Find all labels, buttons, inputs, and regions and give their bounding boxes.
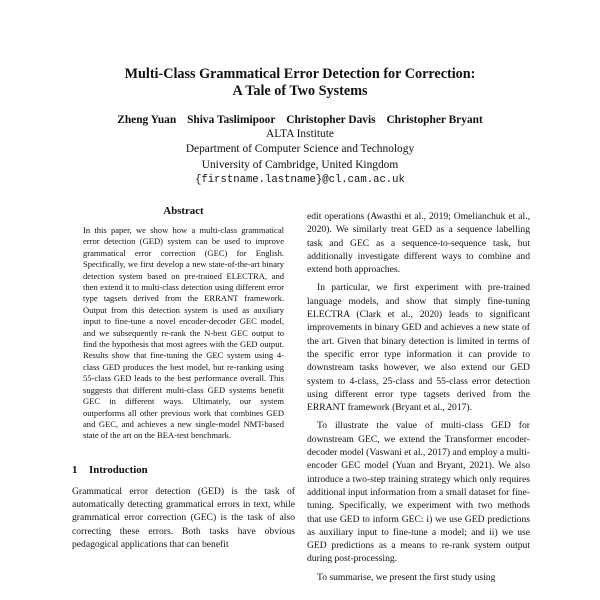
university: University of Cambridge, United Kingdom: [201, 158, 399, 171]
affiliation-block: [0, 127, 600, 188]
author-email: {firstname.lastname}@cl.cam.ac.uk: [195, 173, 405, 186]
body-paragraph: To illustrate the value of multi-class GED for downstream GEC, we extend the Transformer encoder-decoder model (Vaswani et al., 2017) and employ a multi-encoder GEC model (Yuan and Bryant, 2021). We also introduce a two-step training strategy which only requires additional input information from a small dataset for fine-tuning. Specifically, we experiment with two methods that use GED to inform GEC: i) we use GED predictions as auxiliary input to fine-tune a model; and ii) we use GED predictions as a means to re-rank system output during post-processing.: [307, 420, 530, 565]
paper-title: [0, 66, 600, 100]
title-line-1: Multi-Class Grammatical Error Detection for Correction:: [124, 66, 476, 82]
abstract-text: In this paper, we show how a multi-class grammatical error detection (GED) system can be used to improve grammatical error correction (GEC) for English. Specifically, we first develop a new state-of-the-art binary detection system based on pre-trained ELECTRA, and then extend it to multi-class detection using different error type tagsets derived from the ERRANT framework. Output from this detection system is used as auxiliary input to fine-tune a novel encoder-decoder GEC model, and we subsequently re-rank the N-best GEC output to find the hypothesis that most agrees with the GED output. Results show that fine-tuning the GEC system using 4-class GED produces the best model, but re-ranking using 55-class GED leads to the best performance overall. This suggests that different multi-class GED systems benefit GEC in different ways. Ultimately, our system outperforms all other previous work that combines GED and GEC, and achieves a new single-model NMT-based state of the art on the BEA-test benchmark.: [83, 225, 284, 441]
author-list: [0, 113, 600, 128]
left-column: [72, 205, 295, 551]
right-column: [307, 205, 530, 584]
continued-paragraph: edit operations (Awasthi et al., 2019; Omelianchuk et al., 2020). We similarly treat GED as a sequence labelling task and GEC as a sequence-to-sequence task, but additionally investigate different ways to combine and extend both approaches.: [307, 211, 530, 276]
section-number: 1: [72, 463, 78, 476]
body-paragraph: To summarise, we present the first study using: [317, 571, 496, 583]
abstract-heading: Abstract: [163, 205, 204, 217]
body-paragraph: In particular, we first experiment with pre-trained language models, and show that simply fine-tuning ELECTRA (Clark et al., 2020) leads to significant improvements in binary GED and achieves a new state of the art. Given that binary detection is limited in terms of the specific error type information it can provide to downstream tasks however, we also extend our GED system to 4-class, 25-class and 55-class error detection using different error type tagsets derived from the ERRANT framework (Bryant et al., 2017).: [307, 282, 530, 414]
author-name: Christopher Bryant: [386, 114, 483, 126]
introduction-paragraph: Grammatical error detection (GED) is the task of automatically detecting grammatical errors in text, while grammatical error correction (GEC) is the task of also correcting these errors. Both tasks have obvious pedagogical applications that can benefit: [72, 485, 295, 550]
author-name: Shiva Taslimipoor: [187, 114, 276, 126]
author-name: Christopher Davis: [286, 114, 376, 126]
section-title: Introduction: [89, 463, 148, 476]
institute: ALTA Institute: [266, 128, 334, 140]
department: Department of Computer Science and Technology: [185, 143, 415, 156]
section-heading: [72, 464, 295, 476]
author-name: Zheng Yuan: [117, 114, 177, 126]
title-line-2: A Tale of Two Systems: [232, 83, 368, 99]
